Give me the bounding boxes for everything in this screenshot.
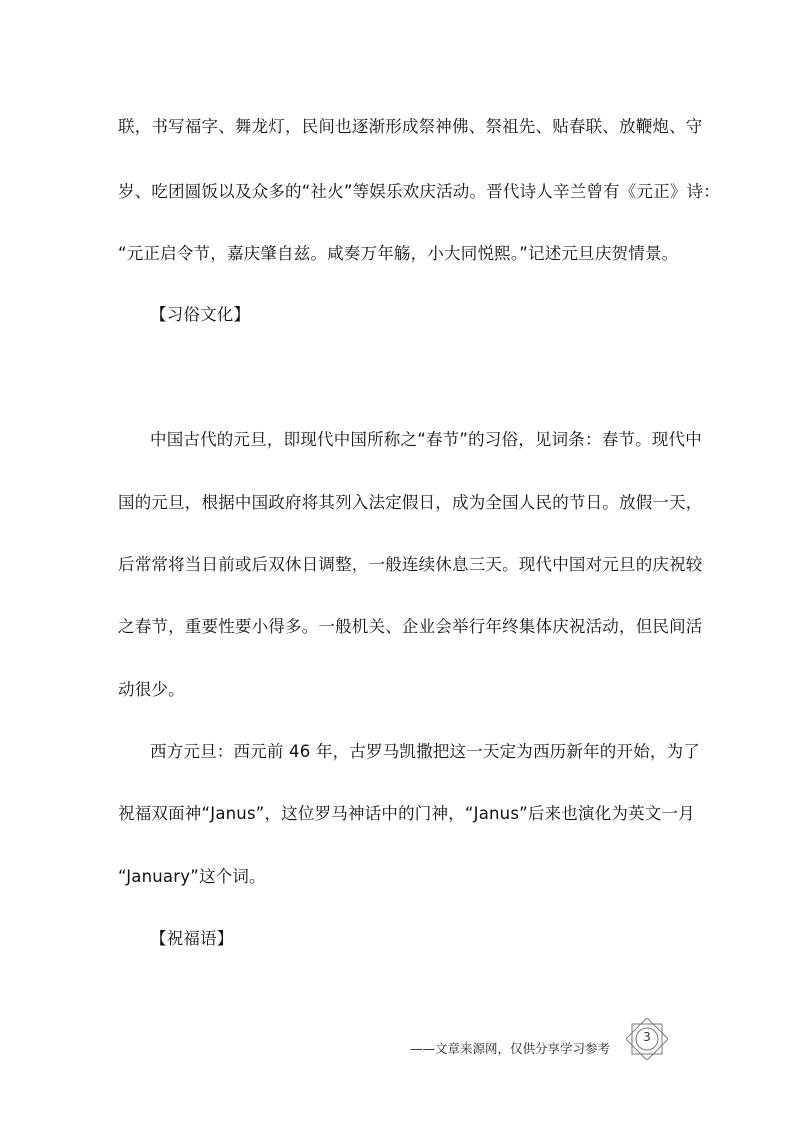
section-heading-customs: 【习俗文化】 — [150, 305, 251, 324]
paragraph-line: 岁、吃团圆饭以及众多的“社火”等娱乐欢庆活动。晋代诗人辛兰曾有《元正》诗： — [118, 182, 720, 201]
section-heading-greetings: 【祝福语】 — [150, 929, 234, 948]
footer-source-note: ——文章来源网，仅供分享学习参考 — [410, 1041, 611, 1056]
paragraph-line: 后常常将当日前或后双休日调整，一般连续休息三天。现代中国对元旦的庆祝较 — [118, 555, 703, 574]
paragraph-line: 联，书写福字、舞龙灯，民间也逐渐形成祭神佛、祭祖先、贴春联、放鞭炮、守 — [118, 117, 703, 136]
paragraph-line: 动很少。 — [118, 680, 185, 699]
paragraph-line: 国的元旦，根据中国政府将其列入法定假日，成为全国人民的节日。放假一天， — [118, 493, 703, 512]
paragraph-line: 祝福双面神“Janus”，这位罗马神话中的门神，“Janus”后来也演化为英文一月 — [118, 804, 695, 823]
paragraph-line: 中国古代的元旦，即现代中国所称之“春节”的习俗，见词条：春节。现代中 — [150, 430, 702, 449]
paragraph-line: 西方元旦：西元前 46 年，古罗马凯撒把这一天定为西历新年的开始，为了 — [150, 742, 700, 761]
paragraph-line: 之春节，重要性要小得多。一般机关、企业会举行年终集体庆祝活动，但民间活 — [118, 617, 703, 636]
paragraph-line: “元正启令节，嘉庆肇自兹。咸奏万年觞，小大同悦熙。”记述元旦庆贺情景。 — [118, 244, 679, 263]
page-number: 3 — [643, 1030, 651, 1044]
paragraph-line: “January”这个词。 — [118, 867, 266, 886]
